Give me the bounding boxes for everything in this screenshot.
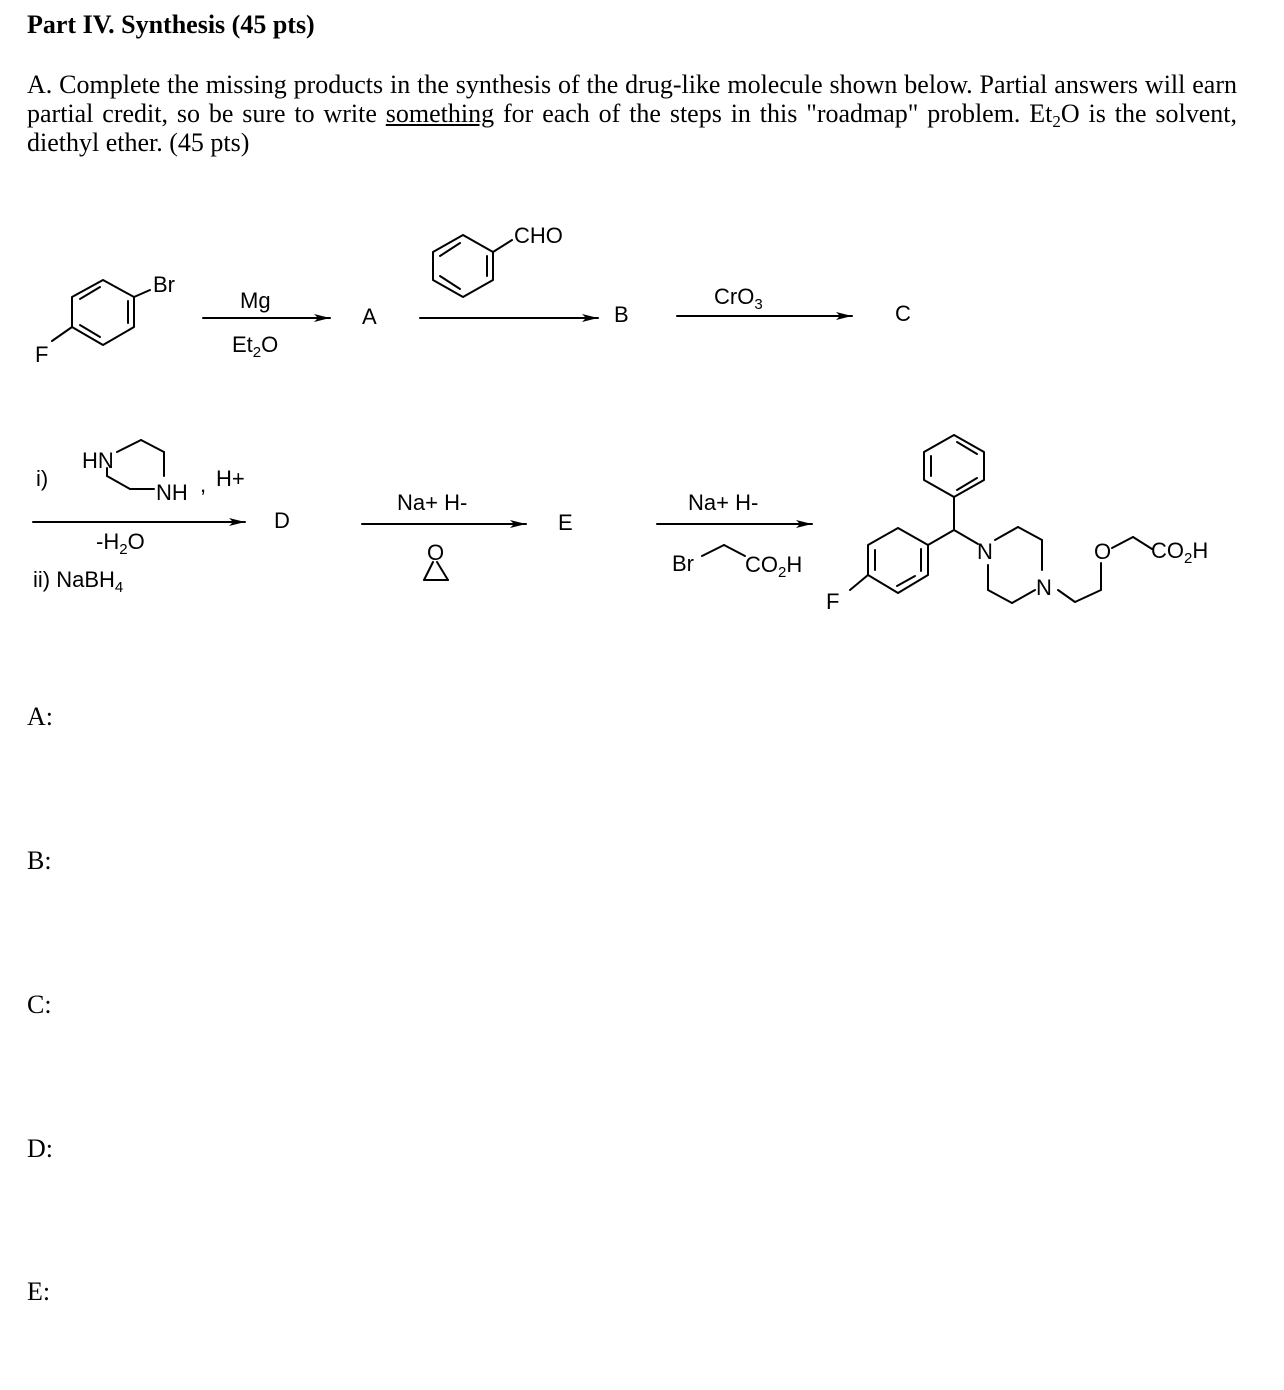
reagent-ether-sub: 2 (252, 344, 262, 361)
acid-group-sub: 2 (778, 564, 787, 581)
product-c-label: C (895, 301, 911, 326)
bromoacetic-br-label: Br (672, 551, 694, 576)
sm-fluoro-label: F (35, 342, 49, 367)
instructions-emphasis: something (385, 99, 495, 128)
benzaldehyde-structure (433, 235, 512, 297)
instructions-text-3: O is the solvent, diethyl ether. (45 pts) (27, 99, 1237, 157)
final-n2-label: N (1036, 575, 1052, 600)
comma-label: , (200, 472, 207, 497)
product-d-label: D (274, 508, 290, 533)
final-o-label: O (1094, 539, 1112, 564)
instructions-text-2: for each of the steps in this "roadmap" problem. Et (494, 99, 1053, 128)
acid-group-main: CO (745, 552, 778, 577)
step-ii-sub: 4 (114, 579, 124, 596)
instructions-paragraph (27, 70, 1237, 157)
base-1-label: Na+ H- (397, 490, 468, 515)
final-acid-sub: 2 (1184, 550, 1193, 567)
step-ii-main: ii) NaBH (33, 567, 115, 592)
final-product-structure (850, 435, 1152, 603)
answer-label-b: B: (27, 846, 52, 875)
answer-label-a: A: (27, 702, 53, 731)
product-a-label: A (362, 304, 377, 329)
piperazine-nh-label: NH (156, 480, 188, 505)
answer-label-c: C: (27, 990, 52, 1019)
dehydration-end: O (127, 529, 145, 554)
bromoacetic-acid-group (745, 552, 802, 581)
final-acid-main: CO (1151, 538, 1184, 563)
reagent-ether (232, 332, 278, 361)
epoxide-oxygen-label: O (427, 540, 445, 565)
base-2-label: Na+ H- (688, 490, 759, 515)
dehydration-sub: 2 (119, 541, 128, 558)
reagent-ether-end: O (261, 332, 279, 357)
reagent-ether-main: Et (232, 332, 253, 357)
step-i-label: i) (36, 466, 49, 491)
product-b-label: B (614, 302, 629, 327)
answer-label-d: D: (27, 1134, 53, 1163)
acid-catalyst-label: H+ (216, 466, 245, 491)
answer-label-e: E: (27, 1277, 51, 1306)
product-e-label: E (558, 510, 573, 535)
reagent-cro3 (714, 284, 763, 313)
instructions-subscript: 2 (1052, 112, 1061, 131)
instructions-text-1: A. Complete the missing products in the synthesis of the drug-like molecule shown below. Partial answers will earn partial credit, so be sure to write (27, 70, 1237, 128)
reagent-cro3-sub: 3 (754, 296, 763, 313)
reaction-scheme (0, 190, 1284, 630)
step-ii-label (33, 567, 123, 596)
final-n1-label: N (977, 539, 993, 564)
bromofluorobenzene-structure (52, 280, 150, 345)
reagent-mg: Mg (240, 288, 271, 313)
final-acid-end: H (1192, 538, 1209, 563)
bromoacetic-acid-structure (702, 545, 745, 556)
dehydration-label (96, 529, 145, 558)
aldehyde-group-label: CHO (514, 223, 563, 248)
reagent-cro3-main: CrO (714, 284, 755, 309)
piperazine-hn-label: HN (82, 448, 114, 473)
section-heading: Part IV. Synthesis (45 pts) (27, 10, 315, 39)
final-acid-group (1151, 538, 1208, 567)
acid-group-end: H (786, 552, 803, 577)
dehydration-main: -H (96, 529, 120, 554)
sm-bromo-label: Br (153, 272, 175, 297)
final-fluoro-label: F (826, 589, 840, 614)
